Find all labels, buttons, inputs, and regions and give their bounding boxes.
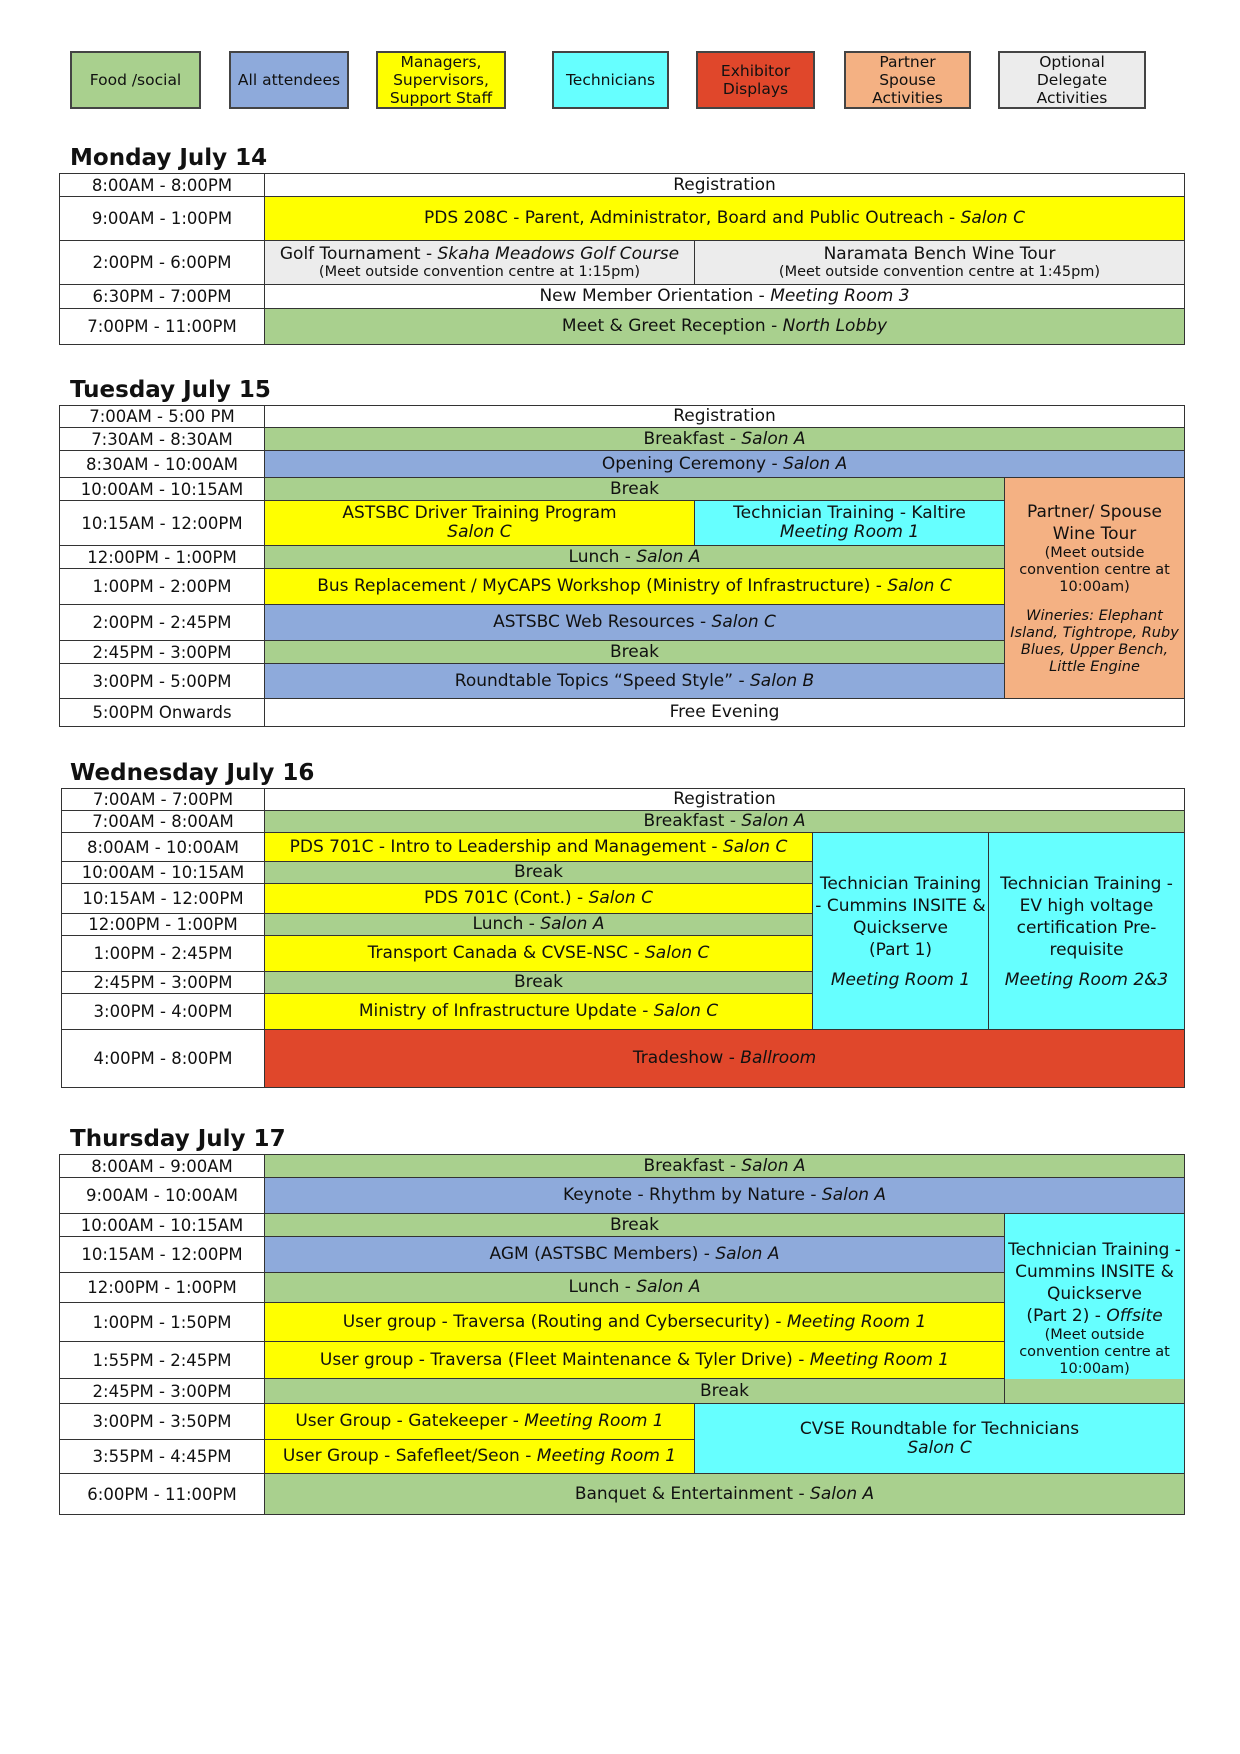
event-transport-canada: Transport Canada & CVSE-NSC - Salon C (265, 936, 813, 972)
day-title-wednesday: Wednesday July 16 (70, 760, 315, 786)
event-agm: AGM (ASTSBC Members) - Salon A (265, 1237, 1005, 1273)
time-cell: 10:15AM - 12:00PM (60, 1237, 265, 1273)
time-cell: 12:00PM - 1:00PM (62, 914, 265, 936)
table-row (60, 1379, 1185, 1404)
time-cell: 1:55PM - 2:45PM (60, 1342, 265, 1379)
time-cell: 10:15AM - 12:00PM (62, 884, 265, 914)
time-cell: 8:00AM - 9:00AM (60, 1155, 265, 1178)
event-ministry-update: Ministry of Infrastructure Update - Salon C (265, 994, 813, 1030)
event-pds208c: PDS 208C - Parent, Administrator, Board and Public Outreach - Salon C (265, 197, 1185, 241)
legend-exhibitor: Exhibitor Displays (696, 51, 815, 109)
time-cell: 12:00PM - 1:00PM (60, 546, 265, 569)
table-row (60, 241, 1185, 285)
table-row (60, 478, 1185, 501)
time-cell: 2:45PM - 3:00PM (60, 641, 265, 664)
event-registration: Registration (265, 406, 1185, 428)
time-cell: 10:00AM - 10:15AM (62, 862, 265, 884)
event-opening-ceremony: Opening Ceremony - Salon A (265, 451, 1185, 478)
event-wine-tour: Naramata Bench Wine Tour (Meet outside convention centre at 1:45pm) (695, 241, 1185, 285)
event-user-group-traversa-2: User group - Traversa (Fleet Maintenance & Tyler Drive) - Meeting Room 1 (265, 1342, 1005, 1379)
table-row (60, 451, 1185, 478)
event-pds701c: PDS 701C - Intro to Leadership and Management - Salon C (265, 833, 813, 862)
event-banquet: Banquet & Entertainment - Salon A (265, 1474, 1185, 1515)
event-break: Break (265, 1214, 1005, 1237)
time-cell: 3:55PM - 4:45PM (60, 1440, 265, 1474)
table-row (60, 406, 1185, 428)
legend-technicians: Technicians (552, 51, 669, 109)
time-cell: 7:00AM - 5:00 PM (60, 406, 265, 428)
time-cell: 1:00PM - 2:00PM (60, 569, 265, 605)
event-pds701c-cont: PDS 701C (Cont.) - Salon C (265, 884, 813, 914)
event-break: Break (265, 862, 813, 884)
event-break: Break (265, 972, 813, 994)
event-technician-ev: Technician Training - EV high voltage certification Pre-requisite Meeting Room 2&3 (989, 833, 1185, 1030)
time-cell: 3:00PM - 3:50PM (60, 1404, 265, 1440)
time-cell: 6:30PM - 7:00PM (60, 285, 265, 309)
table-row (60, 428, 1185, 451)
table-row (62, 789, 1185, 811)
time-cell: 5:00PM Onwards (60, 699, 265, 727)
event-registration: Registration (265, 789, 1185, 811)
time-cell: 2:00PM - 6:00PM (60, 241, 265, 285)
table-row (60, 197, 1185, 241)
event-technician-kaltire: Technician Training - Kaltire Meeting Room 1 (695, 501, 1005, 546)
time-cell: 2:00PM - 2:45PM (60, 605, 265, 641)
table-row (60, 285, 1185, 309)
event-tradeshow: Tradeshow - Ballroom (265, 1030, 1185, 1088)
event-keynote: Keynote - Rhythm by Nature - Salon A (265, 1178, 1185, 1214)
event-lunch: Lunch - Salon A (265, 546, 1005, 569)
table-row (60, 1474, 1185, 1515)
legend-managers: Managers, Supervisors, Support Staff (376, 51, 506, 109)
event-bus-replacement: Bus Replacement / MyCAPS Workshop (Ministry of Infrastructure) - Salon C (265, 569, 1005, 605)
event-reception: Meet & Greet Reception - North Lobby (265, 309, 1185, 345)
event-roundtable: Roundtable Topics “Speed Style” - Salon B (265, 664, 1005, 699)
time-cell: 7:00AM - 7:00PM (62, 789, 265, 811)
time-cell: 12:00PM - 1:00PM (60, 1273, 265, 1303)
day-title-monday: Monday July 14 (70, 145, 268, 171)
time-cell: 2:45PM - 3:00PM (62, 972, 265, 994)
time-cell: 10:00AM - 10:15AM (60, 478, 265, 501)
table-row (60, 699, 1185, 727)
time-cell: 3:00PM - 5:00PM (60, 664, 265, 699)
event-breakfast: Breakfast - Salon A (265, 428, 1185, 451)
schedule-thursday (59, 1154, 1185, 1515)
event-technician-cummins-part2: Technician Training - Cummins INSITE & Quickserve (Part 2) - Offsite (Meet outside convention centre at 10:00am) (1005, 1214, 1185, 1404)
table-row (62, 1030, 1185, 1088)
event-breakfast: Breakfast - Salon A (265, 1155, 1185, 1178)
schedule-monday (59, 173, 1185, 345)
event-lunch: Lunch - Salon A (265, 914, 813, 936)
legend-all-attendees: All attendees (229, 51, 349, 109)
time-cell: 1:00PM - 2:45PM (62, 936, 265, 972)
event-user-group-traversa-1: User group - Traversa (Routing and Cybersecurity) - Meeting Room 1 (265, 1303, 1005, 1342)
table-row (60, 1214, 1185, 1237)
event-free-evening: Free Evening (265, 699, 1185, 727)
time-cell: 6:00PM - 11:00PM (60, 1474, 265, 1515)
legend-partner-spouse: Partner Spouse Activities (844, 51, 971, 109)
event-web-resources: ASTSBC Web Resources - Salon C (265, 605, 1005, 641)
event-lunch: Lunch - Salon A (265, 1273, 1005, 1303)
time-cell: 2:45PM - 3:00PM (60, 1379, 265, 1404)
time-cell: 7:00AM - 8:00AM (62, 811, 265, 833)
event-user-group-gatekeeper: User Group - Gatekeeper - Meeting Room 1 (265, 1404, 695, 1440)
event-orientation: New Member Orientation - Meeting Room 3 (265, 285, 1185, 309)
time-cell: 8:30AM - 10:00AM (60, 451, 265, 478)
table-row (62, 833, 1185, 862)
time-cell: 10:15AM - 12:00PM (60, 501, 265, 546)
day-title-tuesday: Tuesday July 15 (70, 377, 271, 403)
time-cell: 9:00AM - 10:00AM (60, 1178, 265, 1214)
table-row (60, 1178, 1185, 1214)
table-row (60, 309, 1185, 345)
time-cell: 7:30AM - 8:30AM (60, 428, 265, 451)
table-row (62, 811, 1185, 833)
event-technician-cummins-part1: Technician Training - Cummins INSITE & Quickserve (Part 1) Meeting Room 1 (813, 833, 989, 1030)
event-user-group-safefleet: User Group - Safefleet/Seon - Meeting Room 1 (265, 1440, 695, 1474)
event-driver-training: ASTSBC Driver Training Program Salon C (265, 501, 695, 546)
time-cell: 7:00PM - 11:00PM (60, 309, 265, 345)
day-title-thursday: Thursday July 17 (70, 1126, 286, 1152)
time-cell: 9:00AM - 1:00PM (60, 197, 265, 241)
event-registration: Registration (265, 174, 1185, 197)
legend (70, 51, 1155, 113)
event-cvse-roundtable: CVSE Roundtable for Technicians Salon C (695, 1404, 1185, 1474)
time-cell: 3:00PM - 4:00PM (62, 994, 265, 1030)
schedule-wednesday (61, 788, 1185, 1088)
event-golf-tournament: Golf Tournament - Skaha Meadows Golf Course (Meet outside convention centre at 1:15pm) (265, 241, 695, 285)
time-cell: 8:00AM - 8:00PM (60, 174, 265, 197)
table-row (60, 1404, 1185, 1440)
time-cell: 8:00AM - 10:00AM (62, 833, 265, 862)
time-cell: 1:00PM - 1:50PM (60, 1303, 265, 1342)
schedule-tuesday (59, 405, 1185, 727)
legend-optional-delegate: Optional Delegate Activities (998, 51, 1146, 109)
event-partner-wine-tour: Partner/ Spouse Wine Tour (Meet outside convention centre at 10:00am) Wineries: Elephant Island, Tightrope, Ruby Blues, Upper Bench, Little Engine (1005, 478, 1185, 699)
event-breakfast: Breakfast - Salon A (265, 811, 1185, 833)
legend-food-social: Food /social (70, 51, 201, 109)
event-break: Break (265, 1379, 1185, 1404)
time-cell: 10:00AM - 10:15AM (60, 1214, 265, 1237)
table-row (60, 174, 1185, 197)
time-cell: 4:00PM - 8:00PM (62, 1030, 265, 1088)
event-break: Break (265, 478, 1005, 501)
table-row (60, 1155, 1185, 1178)
event-break: Break (265, 641, 1005, 664)
